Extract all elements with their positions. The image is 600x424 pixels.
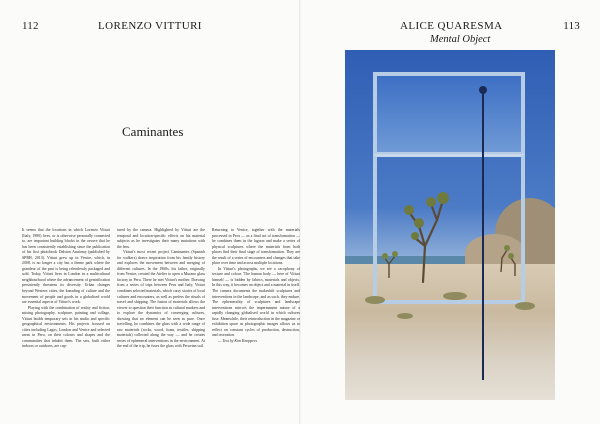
paragraph: Returning to Venice, together with the materials processed in Peru — as a final act of transformation — he combines them in the lagoon and make a series of physical sculptures where the materials from both places find their final stage of transformation. They are the result of a series of encounters and changes that take place over time and across multiple locations. (212, 228, 300, 266)
paragraph: It seems that the locations in which Lorenzo Vitturi (Italy, 1980) lives, or is otherwise personally connected to, are important building blocks in the oeuvre that he has been consistently establishing since the publication of his first photobook Dalston Anatomy (published by SPBH, 2013). Vitturi grew up in Venice, which, in 2008, is no longer a city but a theme park where the grandeur of the past is being relentlessly packaged and sold. Today, Vitturi lives in London in a multicultural neighbourhood where the advancement of gentrification persistently threatens its diversity. Urban changes beyond Western cities, the kneading of culture and the movement of people and goods in a globalised world are essential aspects of Vitturi's work. (22, 228, 110, 305)
section-title: Caminantes (122, 124, 184, 139)
joshua-tree-icon (345, 50, 555, 400)
standing-pole (482, 90, 484, 380)
project-subtitle: Mental Object (430, 34, 491, 45)
paragraph: Vitturi's most recent project Caminantes (Spanish for walkers) draws inspiration from his family history and explores the movement between and merging of different cultures. In the 1960s, his father, originally from Venice, created the Atelier to open a Murano glass factory in Peru. There he met Vitturi's mother. Drawing from a series of trips between Peru and Italy, Vitturi combines selected materials, which carry stories of local cultures and encounters, as well as prefers the rituals of travel and shipping. The fusion of materials allows the viewer to question their function as cultural markers and to explore the dynamics of converging cultures, showing that no element can be seen as pure. Once travelling, he combines the glass with a wide range of raw materials (rocks, wood, foam, textiles, shipping materials) collected along the way — and he creates series of ephemeral interventions in the environment. At the end of the trip, he fuses the glass with Peruvian soil. (117, 250, 205, 349)
text-column-3 (212, 228, 300, 408)
page-number-right: 113 (563, 20, 580, 32)
running-head-right: ALICE QUARESMA (400, 20, 503, 32)
pole-tip (479, 86, 487, 94)
desert-mirror-photo (345, 50, 555, 400)
page-number-left: 112 (22, 20, 39, 32)
paragraph: tured by the camera. Highlighted by Vitturi are the temporal and location-specific effects on his material subjects as he investigates their many mutations with the lens. (117, 228, 205, 249)
paragraph: In Vitturi's photographs, we see a cacophony of texture and colour. 'The human body — here of Vitturi himself — is hidden by fabrics, materials and objects. In this way, it becomes an object and a material in itself. The camera documents the makeshift sculptures and interventions in the landscape, and as such, they endure. The ephemerality of sculptures and landscape interventions mirrors the impermanent nature of a rapidly changing globalised world in which cultures fuse. Meanwhile, their reintroduction in the magazine or exhibition space as photographic images allows us to reflect on constant cycles of production, destruction, and recreation. (212, 266, 300, 338)
text-column-2 (117, 228, 205, 408)
running-head-left: LORENZO VITTURI (98, 20, 202, 32)
paragraph: Playing with the combination of reality and fiction, mixing photography, sculpture, painting and collage, Vitturi builds temporary sets in his studio and specific geographical environments. His projects focused on cities including Lagos, London and Venice and selected areas in Peru, on their colours and shapes and the communities that inhabit them. The sets, built either indoors or outdoors, are cap- (22, 305, 110, 349)
text-credit: — Text by Kim Knoppers (218, 338, 257, 343)
text-column-1 (22, 228, 110, 408)
